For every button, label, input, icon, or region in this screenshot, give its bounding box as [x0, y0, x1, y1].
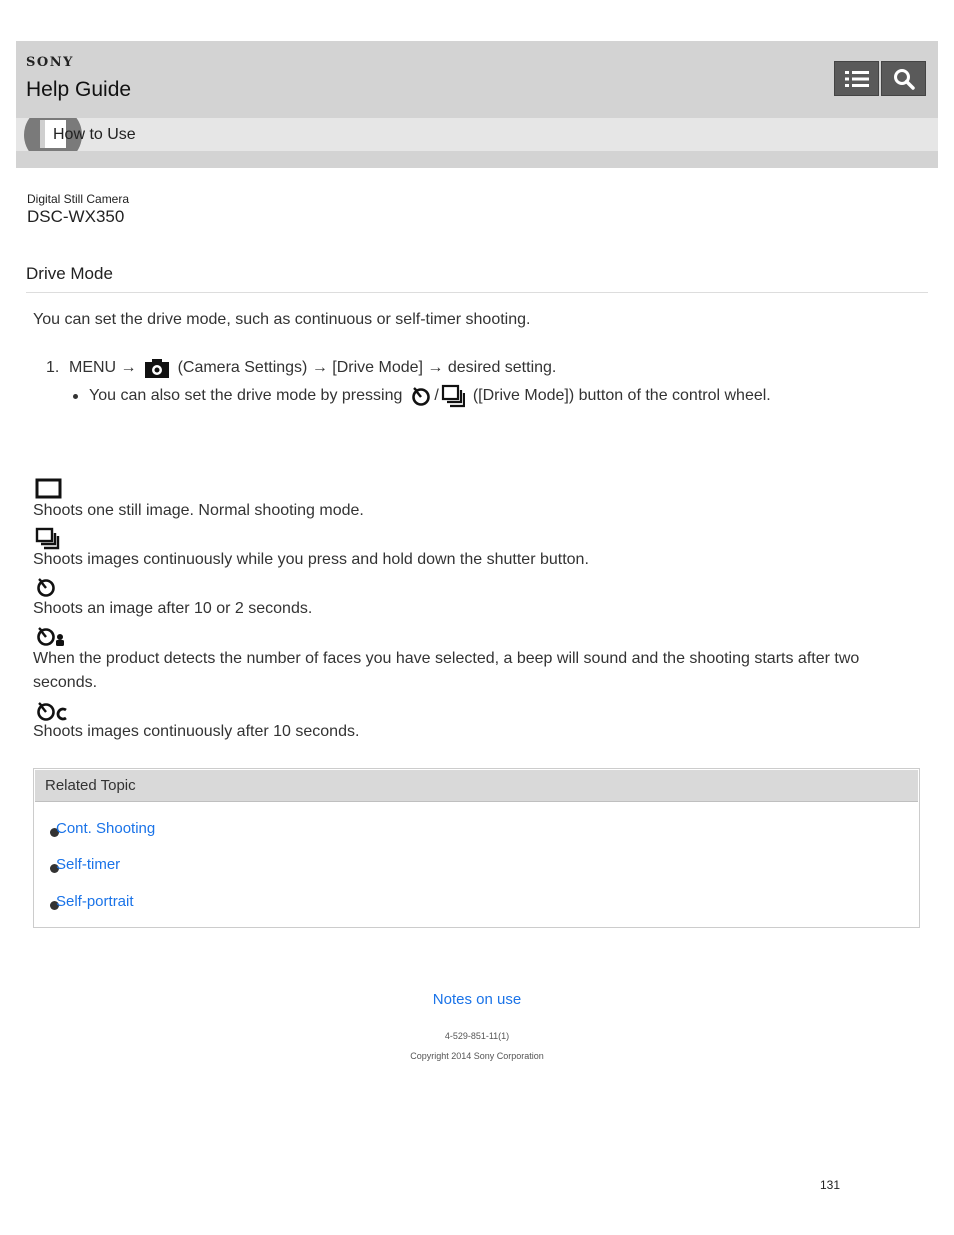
self-timer-icon: [410, 385, 432, 407]
related-link-self-timer[interactable]: Self-timer: [56, 856, 121, 873]
section-label[interactable]: How to Use: [53, 126, 136, 143]
self-timer-icon: [35, 576, 57, 598]
menu-button[interactable]: [834, 61, 879, 96]
guide-title[interactable]: Help Guide: [26, 78, 132, 101]
page-title: Drive Mode: [26, 264, 113, 283]
notes-on-use-link[interactable]: Notes on use: [432, 991, 522, 1008]
section-bar: [16, 118, 938, 151]
brand-logo: SONY: [26, 55, 74, 70]
search-button[interactable]: [881, 61, 926, 96]
step-text: [69, 356, 556, 380]
continuous-shooting-icon: [441, 384, 465, 408]
mode-description-self-portrait: When the product detects the number of faces you have selected, a beep will sound and the shooting starts after two seconds.: [33, 650, 860, 691]
related-topic-title: Related Topic: [45, 777, 136, 794]
step-text-part-1: MENU →: [69, 359, 137, 376]
bullet-separator: /: [434, 387, 439, 404]
self-portrait-timer-icon: [35, 625, 67, 647]
list-icon: [844, 69, 870, 89]
product-category: Digital Still Camera: [27, 192, 130, 206]
bullet-text-before: You can also set the drive mode by pressing: [89, 387, 403, 404]
mode-description-self-timer-continuous: Shoots images continuously after 10 seconds.: [33, 723, 360, 740]
step-text-part-2: (Camera Settings) → [Drive Mode] → desired setting.: [177, 359, 557, 376]
bullet-text: [89, 384, 771, 408]
copyright-text: Copyright 2014 Sony Corporation: [410, 1051, 544, 1061]
page-number: 131: [820, 1178, 841, 1192]
single-shooting-icon: [35, 478, 63, 500]
related-link-cont-shooting[interactable]: Cont. Shooting: [56, 820, 156, 837]
bullet-text-after: ([Drive Mode]) button of the control wheel.: [472, 387, 771, 404]
related-link-self-portrait[interactable]: Self-portrait: [56, 893, 134, 910]
mode-description-single: Shoots one still image. Normal shooting mode.: [33, 502, 364, 519]
mode-description-continuous: Shoots images continuously while you press and hold down the shutter button.: [33, 551, 589, 568]
product-model: DSC-WX350: [27, 207, 125, 226]
camera-icon: [144, 357, 170, 379]
step-number: 1.: [46, 359, 60, 376]
document-code: 4-529-851-11(1): [444, 1031, 510, 1041]
mode-description-self-timer: Shoots an image after 10 or 2 seconds.: [33, 600, 313, 617]
related-topic-header: [35, 770, 918, 802]
bullet-marker: [73, 394, 78, 399]
intro-text: You can set the drive mode, such as continuous or self-timer shooting.: [33, 311, 531, 328]
title-divider: [26, 292, 928, 293]
search-icon: [892, 67, 916, 91]
